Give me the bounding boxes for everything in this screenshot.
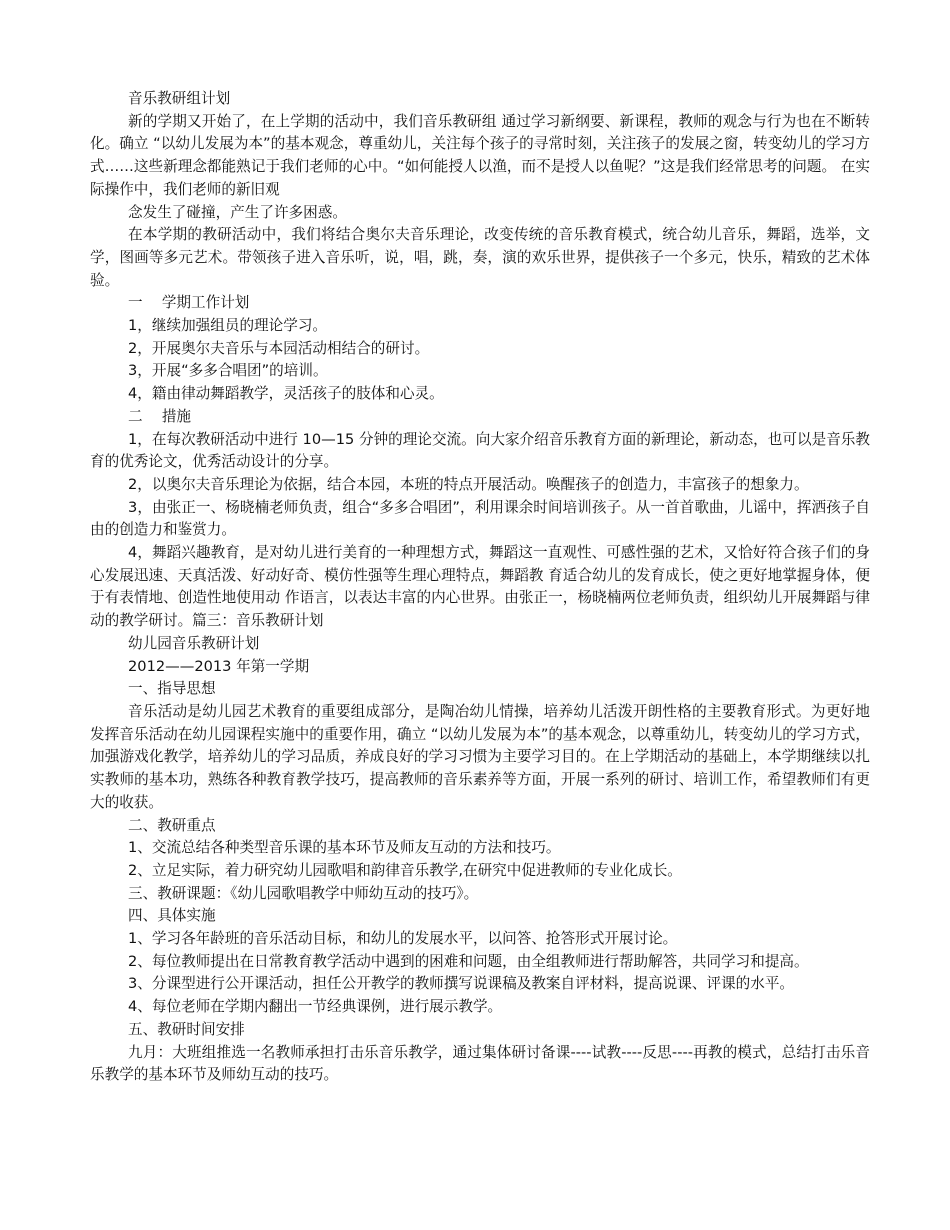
document-paragraph: 九月：大班组推选一名教师承担打击乐音乐教学，通过集体研讨备课----试教----反思----再教的模式，总结打击乐音乐教学的基本环节及师幼互动的技巧。 — [90, 1043, 870, 1084]
document-paragraph: 二 措施 — [128, 407, 192, 425]
document-paragraph: 音乐教研组计划 — [128, 90, 231, 107]
document-paragraph: 4、每位老师在学期内翻出一节经典课例，进行展示教学。 — [128, 998, 503, 1016]
document-paragraph: 3，开展“多多合唱团”的培训。 — [128, 362, 328, 380]
document-paragraph: 三、教研课题：《幼儿园歌唱教学中师幼互动的技巧》。 — [128, 884, 479, 902]
document-paragraph: 3，由张正一、杨晓楠老师负责，组合“多多合唱团”，利用课余时间培训孩子。从一首首歌曲，儿谣中，挥洒孩子自由的创造力和鉴赏力。 — [90, 498, 870, 539]
document-paragraph: 音乐活动是幼儿园艺术教育的重要组成部分，是陶冶幼儿情操，培养幼儿活泼开朗性格的主要教育形式。为更好地发挥音乐活动在幼儿园课程实施中的重要作用，确立 “以幼儿发展为本”的基本观念，以尊重幼儿，转变幼儿的学习方式，加强游戏化教学，培养幼儿的学习品质，养成良好的学习习惯为主要学习目的。在上学期活动的基础上，本学期继续以扎实教师的基本功，熟练各种教育教学技巧，提高教师的音乐素养等方面，开展一系列的研讨、培训工作，希望教师们有更大的收获。 — [90, 702, 870, 811]
document-paragraph: 1，继续加强组员的理论学习。 — [128, 317, 328, 335]
document-paragraph: 1、交流总结各种类型音乐课的基本环节及师友互动的方法和技巧。 — [128, 839, 561, 857]
document-paragraph: 1、学习各年龄班的音乐活动目标，和幼儿的发展水平，以问答、抢答形式开展讨论。 — [128, 930, 678, 948]
document-paragraph: 一、指导思想 — [128, 680, 216, 698]
document-body — [90, 88, 870, 1087]
document-paragraph: 五、教研时间安排 — [128, 1020, 245, 1038]
document-paragraph: 1，在每次教研活动中进行 10—15 分钟的理论交流。向大家介绍音乐教育方面的新理论，新动态，也可以是音乐教育的优秀论文，优秀活动设计的分享。 — [90, 430, 870, 471]
document-paragraph: 新的学期又开始了，在上学期的活动中，我们音乐教研组 通过学习新纲要、新课程，教师的观念与行为也在不断转化。确立 “以幼儿发展为本”的基本观念，尊重幼儿，关注每个孩子的寻常时刻，关注孩子的发展之窗，转变幼儿的学习方式……这些新理念都能熟记于我们老师的心中。“如何能授人以渔，而不是授人以鱼呢？”这是我们经常思考的问题。 在实际操作中，我们老师的新旧观 — [90, 112, 870, 198]
document-paragraph: 四、具体实施 — [128, 907, 216, 925]
document-paragraph: 二、教研重点 — [128, 816, 216, 834]
document-paragraph: 2，开展奥尔夫音乐与本园活动相结合的研讨。 — [128, 339, 430, 357]
document-paragraph: 在本学期的教研活动中，我们将结合奥尔夫音乐理论，改变传统的音乐教育模式，统合幼儿音乐，舞蹈，选举，文学，图画等多元艺术。带领孩子进入音乐听，说，唱，跳，奏，演的欢乐世界，提供孩子一个多元，快乐，精致的艺术体验。 — [90, 226, 870, 289]
document-paragraph: 4，舞蹈兴趣教育，是对幼儿进行美育的一种理想方式，舞蹈这一直观性、可感性强的艺术，又恰好符合孩子们的身心发展迅速、天真活泼、好动好奇、模仿性强等生理心理特点，舞蹈教 育适合幼儿的发育成长，使之更好地掌握身体，便于有表情地、创造性地使用动 作语言，以表达丰富的内心世界。由张正一，杨晓楠两位老师负责，组织幼儿开展舞蹈与律动的教学研讨。篇三：音乐教研计划 — [90, 544, 870, 630]
document-paragraph: 2，以奥尔夫音乐理论为依据，结合本园，本班的特点开展活动。唤醒孩子的创造力，丰富孩子的想象力。 — [128, 475, 809, 493]
document-paragraph: 3、分课型进行公开课活动，担任公开教学的教师撰写说课稿及教案自评材料，提高说课、评课的水平。 — [128, 975, 795, 993]
document-paragraph: 念发生了碰撞，产生了许多困惑。 — [128, 203, 347, 221]
document-paragraph: 2012——2013 年第一学期 — [128, 657, 310, 675]
document-paragraph: 幼儿园音乐教研计划 — [128, 634, 260, 652]
document-paragraph: 2、每位教师提出在日常教育教学活动中遇到的困难和问题，由全组教师进行帮助解答，共同学习和提高。 — [128, 952, 809, 970]
document-paragraph: 一 学期工作计划 — [128, 294, 250, 312]
document-paragraph: 2、立足实际，着力研究幼儿园歌唱和韵律音乐教学,在研究中促进教师的专业化成长。 — [128, 861, 682, 879]
document-paragraph: 4，籍由律动舞蹈教学，灵活孩子的肢体和心灵。 — [128, 385, 444, 403]
